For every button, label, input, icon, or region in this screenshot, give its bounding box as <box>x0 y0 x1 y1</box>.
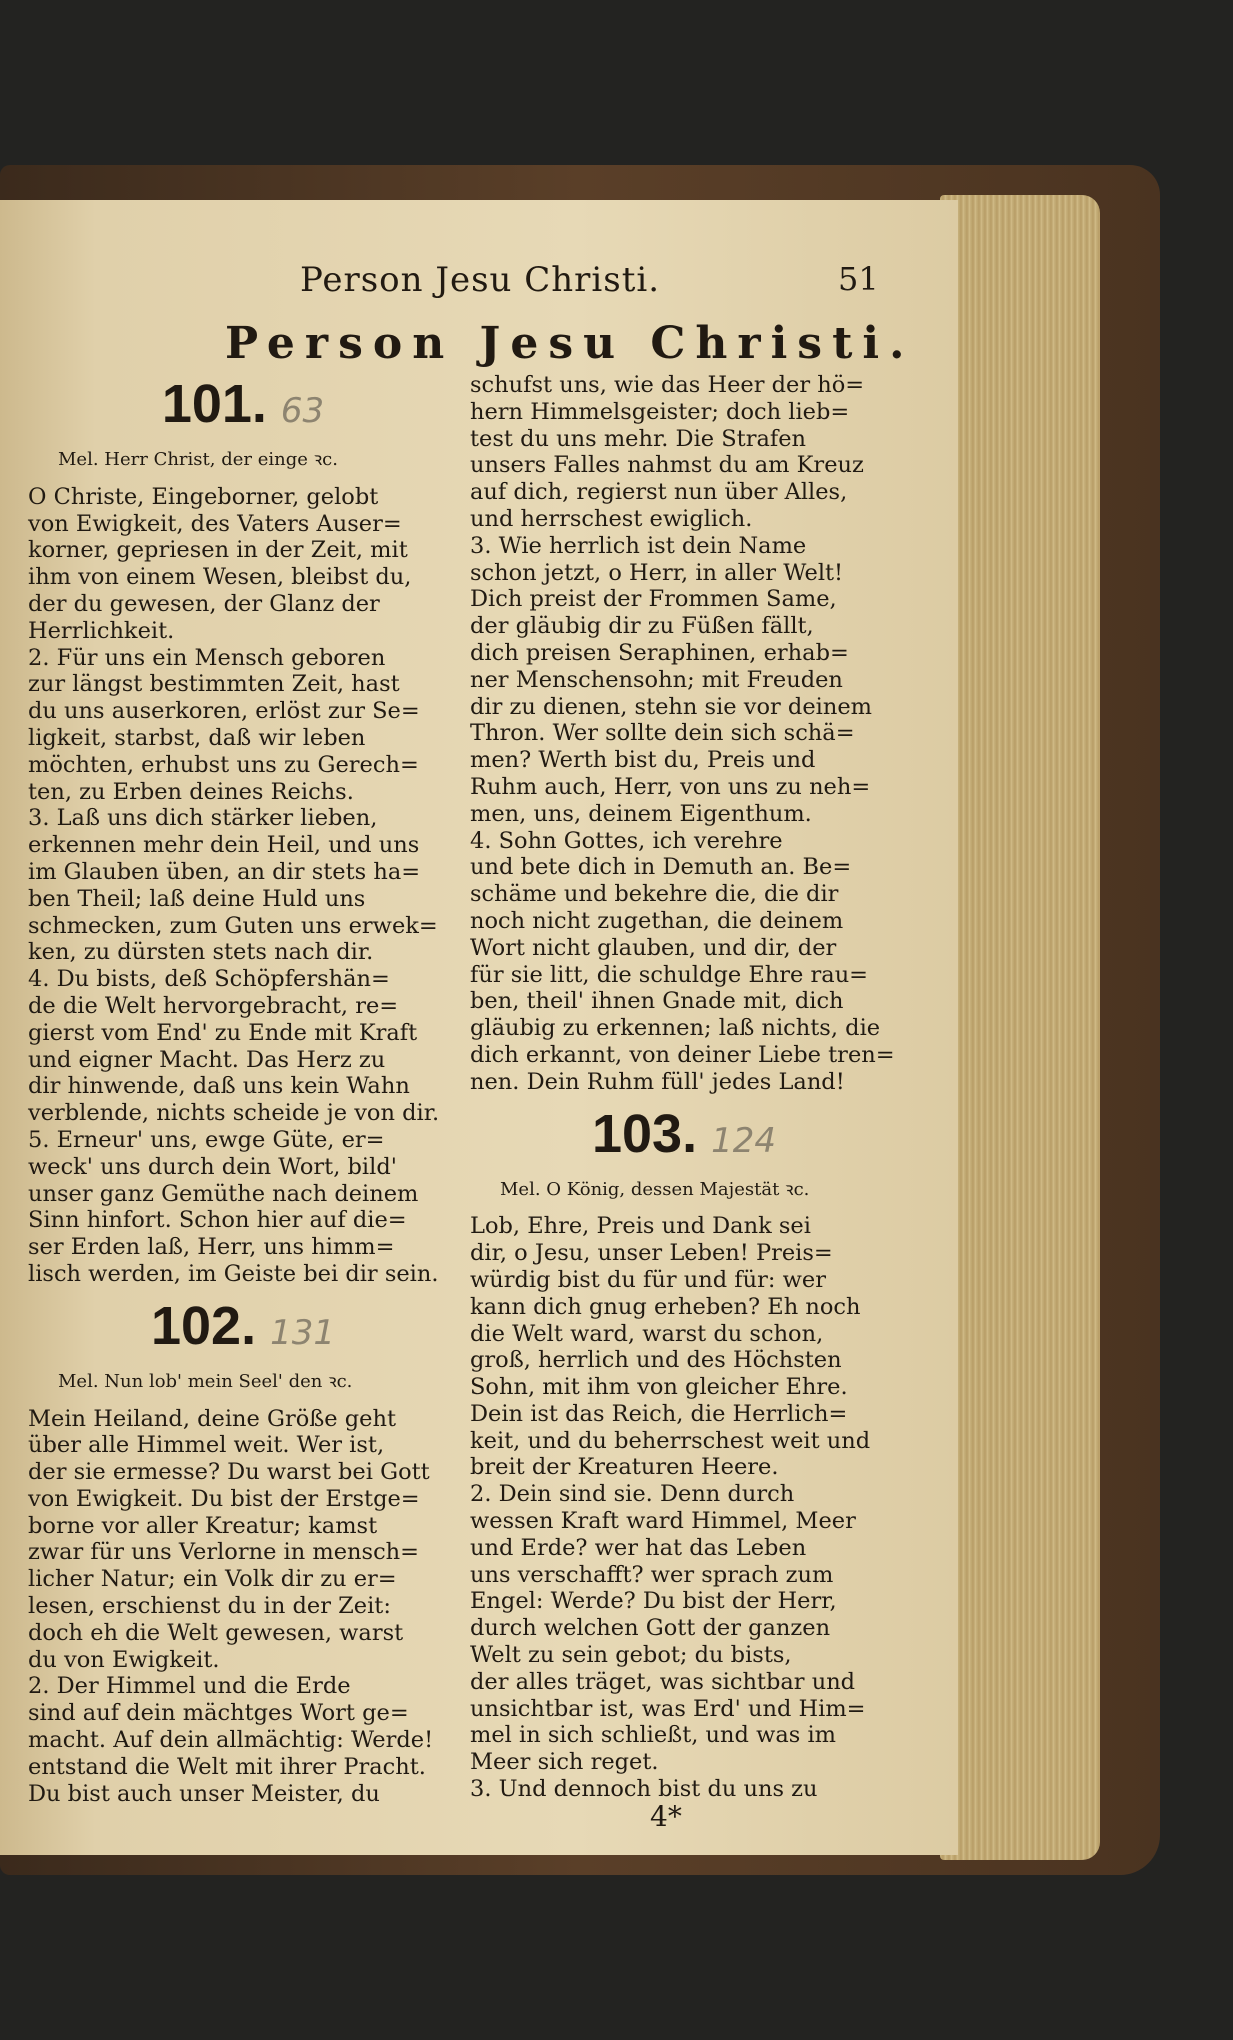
text-line: schon jetzt, o Herr, in aller Welt! <box>470 559 844 586</box>
text-line: Mein Heiland, deine Größe geht <box>28 1405 397 1432</box>
hymn-text-102 <box>28 1406 458 1808</box>
text-line: de die Welt hervorgebracht, re= <box>28 992 399 1019</box>
text-line: lisch werden, im Geiste bei dir sein. <box>28 1260 439 1287</box>
text-line: lesen, erschienst du in der Zeit: <box>28 1593 391 1620</box>
text-line: Sinn hinfort. Schon hier auf die= <box>28 1207 407 1234</box>
text-line: groß, herrlich und des Höchsten <box>470 1347 842 1374</box>
pencil-note: 124 <box>711 1120 776 1161</box>
text-line: mel in sich schließt, und was im <box>470 1722 836 1749</box>
text-line: dich preisen Seraphinen, erhab= <box>470 639 849 666</box>
hymn-number-text: 101. <box>161 374 267 434</box>
text-line: du uns auserkoren, erlöst zur Se= <box>28 698 420 725</box>
text-line: men? Werth bist du, Preis und <box>470 747 816 774</box>
text-line: Herrlichkeit. <box>28 617 175 644</box>
text-line: 2. Der Himmel und die Erde <box>28 1673 351 1700</box>
text-line: kann dich gnug erheben? Eh noch <box>470 1293 861 1320</box>
text-line: und herrschest ewiglich. <box>470 505 753 532</box>
text-line: uns verschafft? wer sprach zum <box>470 1561 834 1588</box>
text-line: von Ewigkeit, des Vaters Auser= <box>28 510 402 537</box>
text-line: ser Erden laß, Herr, uns himm= <box>28 1234 395 1261</box>
text-line: unsers Falles nahmst du am Kreuz <box>470 452 864 479</box>
text-line: würdig bist du für und für: wer <box>470 1266 826 1293</box>
text-line: ben, theil' ihnen Gnade mit, dich <box>470 988 844 1015</box>
text-line: noch nicht zugethan, die deinem <box>470 907 844 934</box>
text-line: Sohn, mit ihm von gleicher Ehre. <box>470 1374 848 1401</box>
text-line: möchten, erhubst uns zu Gerech= <box>28 751 419 778</box>
text-line: korner, gepriesen in der Zeit, mit <box>28 537 408 564</box>
running-head: Person Jesu Christi. <box>300 260 661 300</box>
text-line: schäme und bekehre die, die dir <box>470 881 839 908</box>
text-line: die Welt ward, warst du schon, <box>470 1320 824 1347</box>
text-line: und bete dich in Demuth an. Be= <box>470 854 852 881</box>
section-title: Person Jesu Christi. <box>225 318 915 369</box>
text-line: unsichtbar ist, was Erd' und Him= <box>470 1695 866 1722</box>
text-line: über alle Himmel weit. Wer ist, <box>28 1432 385 1459</box>
text-line: du von Ewigkeit. <box>28 1646 220 1673</box>
pencil-note: 131 <box>270 1312 335 1353</box>
hymn-number-101 <box>28 376 458 439</box>
text-line: durch welchen Gott der ganzen <box>470 1615 831 1642</box>
signature-mark: 4* <box>650 1800 682 1833</box>
melody-line: Mel. Nun lob' mein Seel' den ꝛc. <box>58 1370 353 1392</box>
text-line: keit, und du beherrschest weit und <box>470 1427 871 1454</box>
text-line: auf dich, regierst nun über Alles, <box>470 479 848 506</box>
text-line: 3. Laß uns dich stärker lieben, <box>28 805 378 832</box>
melody-line: Mel. Herr Christ, der einge ꝛc. <box>58 449 338 470</box>
text-line: borne vor aller Kreatur; kamst <box>28 1512 378 1539</box>
book-page <box>0 200 958 1855</box>
hymn-number-102 <box>28 1295 458 1361</box>
text-line: entstand die Welt mit ihrer Pracht. <box>28 1753 426 1780</box>
text-line: verblende, nichts scheide je von dir. <box>28 1100 440 1127</box>
text-line: und Erde? wer hat das Leben <box>470 1534 807 1561</box>
text-line: nen. Dein Ruhm füll' jedes Land! <box>470 1068 845 1095</box>
hymn-number-text: 102. <box>150 1295 257 1356</box>
text-line: und eigner Macht. Das Herz zu <box>28 1046 386 1073</box>
text-line: gläubig zu erkennen; laß nichts, die <box>470 1015 881 1042</box>
left-column <box>28 372 458 1807</box>
text-line: Engel: Werde? Du bist der Herr, <box>470 1588 837 1615</box>
text-line: unser ganz Gemüthe nach deinem <box>28 1180 419 1207</box>
page-number: 51 <box>838 260 879 298</box>
text-line: schmecken, zum Guten uns erwek= <box>28 912 438 939</box>
text-line: 4. Du bists, deß Schöpfershän= <box>28 966 390 993</box>
text-line: Du bist auch unser Meister, du <box>28 1780 380 1807</box>
hymn-number-103 <box>470 1103 898 1169</box>
text-line: 2. Für uns ein Mensch geboren <box>28 644 386 671</box>
hymn-text-103 <box>470 1213 898 1803</box>
text-line: men, uns, deinem Eigenthum. <box>470 800 812 827</box>
text-line: dir zu dienen, stehn sie vor deinem <box>470 693 872 720</box>
text-line: dich erkannt, von deiner Liebe tren= <box>470 1041 895 1068</box>
text-line: Lob, Ehre, Preis und Dank sei <box>470 1213 811 1240</box>
text-line: 3. Wie herrlich ist dein Name <box>470 532 807 559</box>
text-line: licher Natur; ein Volk dir zu er= <box>28 1566 397 1593</box>
text-line: Dein ist das Reich, die Herrlich= <box>470 1400 848 1427</box>
text-line: für sie litt, die schuldge Ehre rau= <box>470 961 869 988</box>
text-line: Wort nicht glauben, und dir, der <box>470 934 837 961</box>
text-line: 4. Sohn Gottes, ich verehre <box>470 827 783 854</box>
text-line: breit der Kreaturen Heere. <box>470 1454 779 1481</box>
text-line: dir hinwende, daß uns kein Wahn <box>28 1073 410 1100</box>
text-line: weck' uns durch dein Wort, bild' <box>28 1153 397 1180</box>
text-line: Ruhm auch, Herr, von uns zu neh= <box>470 773 871 800</box>
text-line: doch eh die Welt gewesen, warst <box>28 1619 404 1646</box>
text-line: Meer sich reget. <box>470 1749 659 1776</box>
text-line: gierst vom End' zu Ende mit Kraft <box>28 1019 418 1046</box>
text-line: Welt zu sein gebot; du bists, <box>470 1642 792 1669</box>
text-line: zur längst bestimmten Zeit, hast <box>28 671 400 698</box>
text-line: ben Theil; laß deine Huld uns <box>28 885 366 912</box>
text-line: ihm von einem Wesen, bleibst du, <box>28 564 412 591</box>
text-line: 3. Und dennoch bist du uns zu <box>470 1776 818 1803</box>
text-line: dir, o Jesu, unser Leben! Preis= <box>470 1240 833 1267</box>
text-line: wessen Kraft ward Himmel, Meer <box>470 1508 856 1535</box>
pencil-note: 63 <box>280 391 325 431</box>
text-line: ligkeit, starbst, daß wir leben <box>28 724 366 751</box>
text-line: 2. Dein sind sie. Denn durch <box>470 1481 795 1508</box>
hymn-number-text: 103. <box>591 1103 698 1164</box>
text-line: ken, zu dürsten stets nach dir. <box>28 939 374 966</box>
text-line: der gläubig dir zu Füßen fällt, <box>470 613 814 640</box>
text-line: von Ewigkeit. Du bist der Erstge= <box>28 1485 420 1512</box>
text-line: Thron. Wer sollte dein sich schä= <box>470 720 855 747</box>
hymn-text-102-continued <box>470 372 898 1096</box>
page-edges <box>940 195 1100 1860</box>
hymn-text-101 <box>28 484 458 1288</box>
text-line: der du gewesen, der Glanz der <box>28 590 380 617</box>
text-line: hern Himmelsgeister; doch lieb= <box>470 398 850 425</box>
text-line: ten, zu Erben deines Reichs. <box>28 778 354 805</box>
text-line: Dich preist der Frommen Same, <box>470 586 837 613</box>
text-line: test du uns mehr. Die Strafen <box>470 425 807 452</box>
text-line: sind auf dein mächtges Wort ge= <box>28 1700 409 1727</box>
melody-line: Mel. O König, dessen Majestät ꝛc. <box>500 1178 810 1200</box>
text-line: macht. Auf dein allmächtig: Werde! <box>28 1727 434 1754</box>
right-column <box>470 372 898 1803</box>
text-line: schufst uns, wie das Heer der hö= <box>470 372 865 398</box>
text-line: der sie ermesse? Du warst bei Gott <box>28 1459 430 1486</box>
text-line: der alles träget, was sichtbar und <box>470 1668 856 1695</box>
text-line: O Christe, Eingeborner, gelobt <box>28 483 379 510</box>
text-line: 5. Erneur' uns, ewge Güte, er= <box>28 1126 385 1153</box>
text-line: erkennen mehr dein Heil, und uns <box>28 832 420 859</box>
text-line: im Glauben üben, an dir stets ha= <box>28 858 421 885</box>
text-line: ner Menschensohn; mit Freuden <box>470 666 843 693</box>
text-line: zwar für uns Verlorne in mensch= <box>28 1539 420 1566</box>
